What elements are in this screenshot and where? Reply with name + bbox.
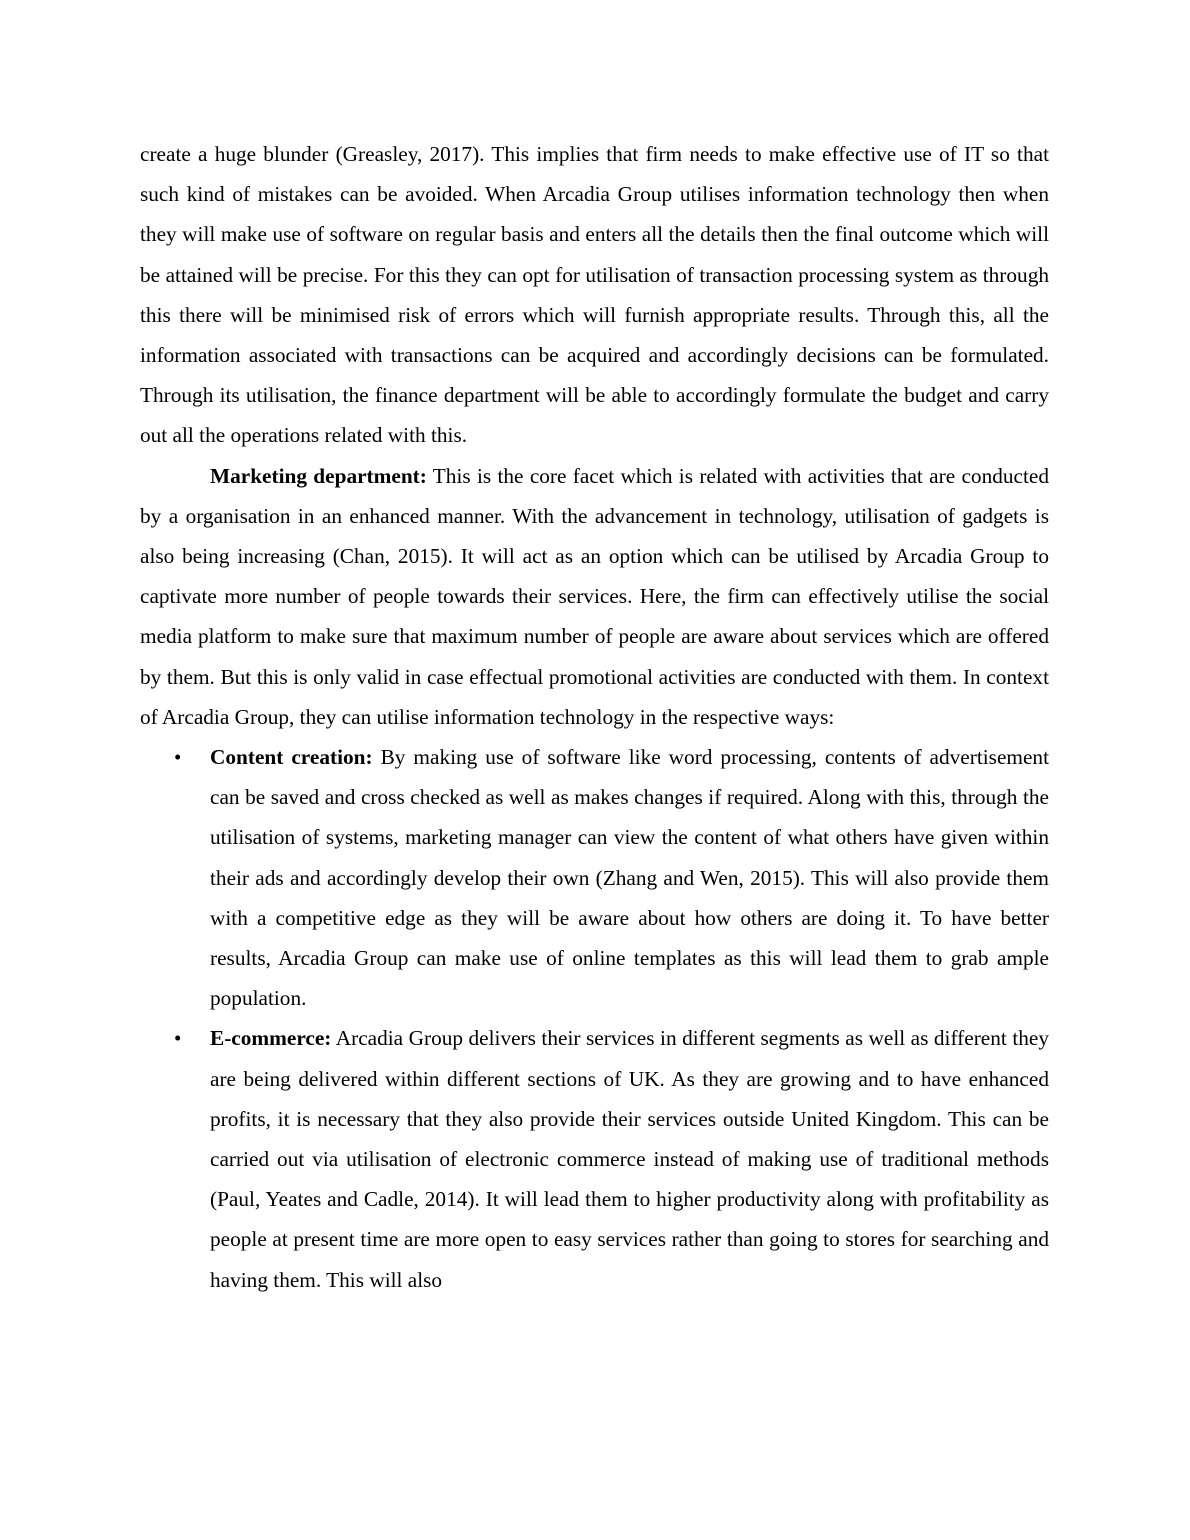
intro-paragraph: create a huge blunder (Greasley, 2017). This implies that firm needs to make effective use of IT so that such kind of mistakes can be avoided. When Arcadia Group utilises information technology then when they will make use of software on regular basis and enters all the details then the final outcome which will be attained will be precise. For this they can opt for utilisation of transaction processing system as through this there will be minimised risk of errors which will furnish appropriate results. Through this, all the information associated with transactions can be acquired and accordingly decisions can be formulated. Through its utilisation, the finance department will be able to accordingly formulate the budget and carry out all the operations related with this.: [140, 142, 1049, 448]
document-page: [140, 134, 1049, 1300]
bullet-item-e-commerce: [140, 1018, 1049, 1299]
marketing-text: This is the core facet which is related with activities that are conducted by a organisation in an enhanced manner. With the advancement in technology, utilisation of gadgets is also being increasing (Chan, 2015). It will act as an option which can be utilised by Arcadia Group to captivate more number of people towards their services. Here, the firm can effectively utilise the social media platform to make sure that maximum number of people are aware about services which are offered by them. But this is only valid in case effectual promotional activities are conducted with them. In context of Arcadia Group, they can utilise information technology in the respective ways:: [140, 463, 1049, 729]
bullet-list: [140, 737, 1049, 1300]
bullet-heading: E-commerce:: [210, 1026, 332, 1051]
marketing-paragraph: [140, 456, 1049, 737]
bullet-icon: •: [174, 745, 182, 770]
bullet-item-content-creation: [140, 737, 1049, 1018]
bullet-heading: Content creation:: [210, 745, 373, 770]
marketing-heading: Marketing department:: [210, 463, 427, 488]
bullet-icon: •: [174, 1026, 182, 1051]
bullet-text: Arcadia Group delivers their services in different segments as well as different they are being delivered within different sections of UK. As they are growing and to have enhanced profits, it is necessary that they also provide their services outside United Kingdom. This can be carried out via utilisation of electronic commerce instead of making use of traditional methods (Paul, Yeates and Cadle, 2014). It will lead them to higher productivity along with profitability as people at present time are more open to easy services rather than going to stores for searching and having them. This will also: [210, 1026, 1049, 1292]
bullet-text: By making use of software like word processing, contents of advertisement can be saved and cross checked as well as makes changes if required. Along with this, through the utilisation of systems, marketing manager can view the content of what others have given within their ads and accordingly develop their own (Zhang and Wen, 2015). This will also provide them with a competitive edge as they will be aware about how others are doing it. To have better results, Arcadia Group can make use of online templates as this will lead them to grab ample population.: [210, 745, 1049, 1011]
